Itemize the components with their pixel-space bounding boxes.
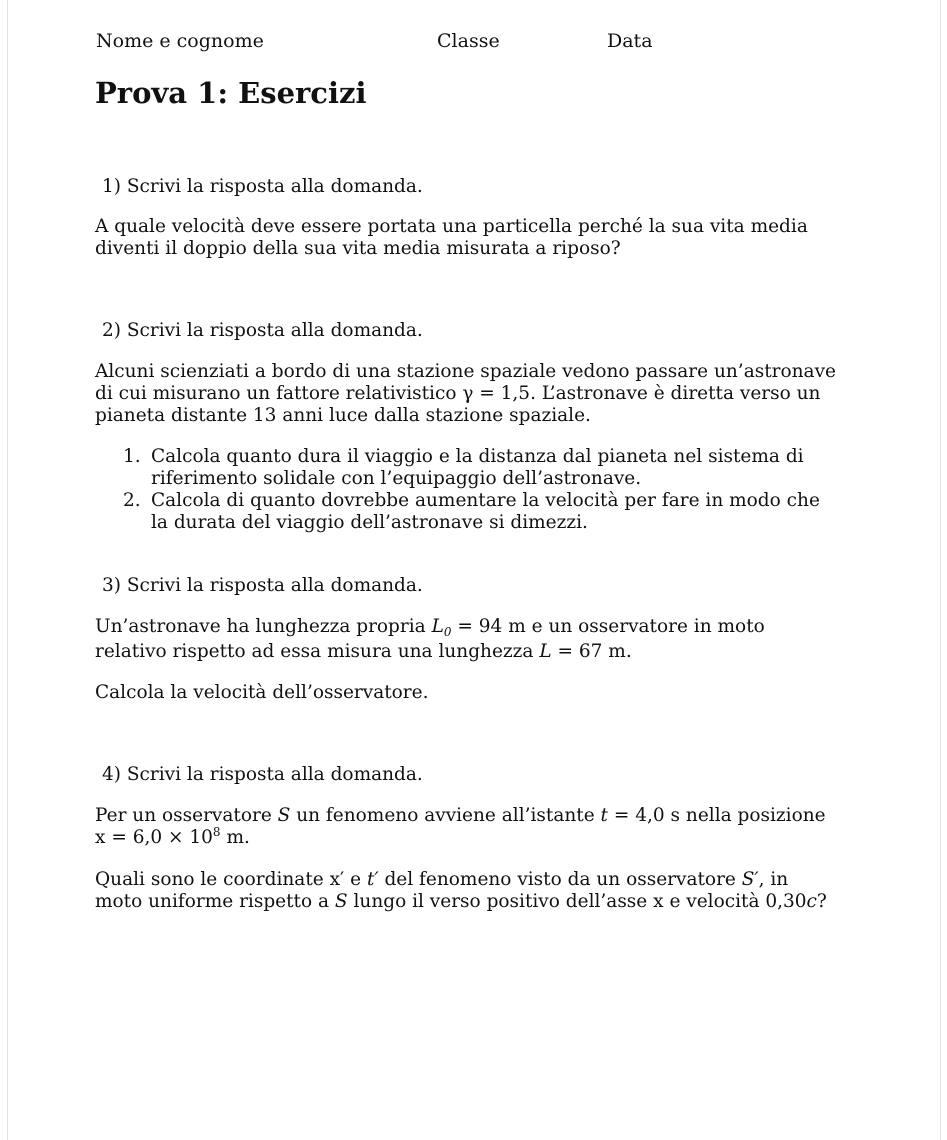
text-line: moto uniforme rispetto a S lungo il verso positivo dell’asse x e velocità 0,30c?: [95, 891, 827, 912]
step-line: Calcola quanto dura il viaggio e la distanza dal pianeta nel sistema di: [151, 446, 804, 467]
name-label: Nome e cognome: [96, 30, 264, 52]
page-edge-right: [940, 0, 941, 1140]
step-number: 2.: [123, 490, 141, 511]
text-line: Alcuni scienziati a bordo di una stazione spaziale vedono passare un’astronave: [95, 361, 836, 382]
text-line: A quale velocità deve essere portata una particella perché la sua vita media: [95, 216, 808, 237]
class-label: Classe: [437, 30, 500, 52]
list-item: [95, 446, 820, 490]
question-3-ask: Calcola la velocità dell’osservatore.: [95, 682, 429, 703]
text-line: di cui misurano un fattore relativistico γ = 1,5. L’astronave è diretta verso un: [95, 383, 821, 404]
question-3-heading: 3) Scrivi la risposta alla domanda.: [102, 575, 423, 596]
text-line: pianeta distante 13 anni luce dalla stazione spaziale.: [95, 405, 591, 426]
question-4-ask: [95, 869, 827, 913]
text-line: relativo rispetto ad essa misura una lunghezza L = 67 m.: [95, 641, 632, 662]
step-line: riferimento solidale con l’equipaggio dell’astronave.: [151, 468, 642, 489]
date-label: Data: [607, 30, 653, 52]
list-item: [95, 490, 820, 534]
text-line: Un’astronave ha lunghezza propria $L_0 = 94$ m e un osservatore in moto: [95, 616, 765, 639]
step-line: la durata del viaggio dell’astronave si dimezzi.: [151, 512, 588, 533]
text-line: Quali sono le coordinate x′ e t′ del fenomeno visto da un osservatore S′, in: [95, 869, 789, 890]
text-line: diventi il doppio della sua vita media misurata a riposo?: [95, 238, 621, 259]
step-number: 1.: [123, 446, 141, 467]
page-edge-left: [7, 0, 8, 1140]
question-1-heading: 1) Scrivi la risposta alla domanda.: [102, 176, 423, 197]
question-4-heading: 4) Scrivi la risposta alla domanda.: [102, 764, 423, 785]
text-line: $x = 6,0 \times 10^8$ m.: [95, 825, 250, 848]
text-line: Per un osservatore S un fenomeno avviene all’istante t = 4,0 s nella posizione: [95, 805, 826, 826]
question-1-text: [95, 216, 808, 260]
question-3-text: [95, 616, 765, 663]
question-2-steps: [95, 446, 820, 534]
question-2-text: [95, 361, 836, 427]
page-title: Prova 1: Esercizi: [95, 76, 367, 110]
question-4-text: [95, 805, 826, 849]
question-2-heading: 2) Scrivi la risposta alla domanda.: [102, 320, 423, 341]
step-line: Calcola di quanto dovrebbe aumentare la velocità per fare in modo che: [151, 490, 820, 511]
